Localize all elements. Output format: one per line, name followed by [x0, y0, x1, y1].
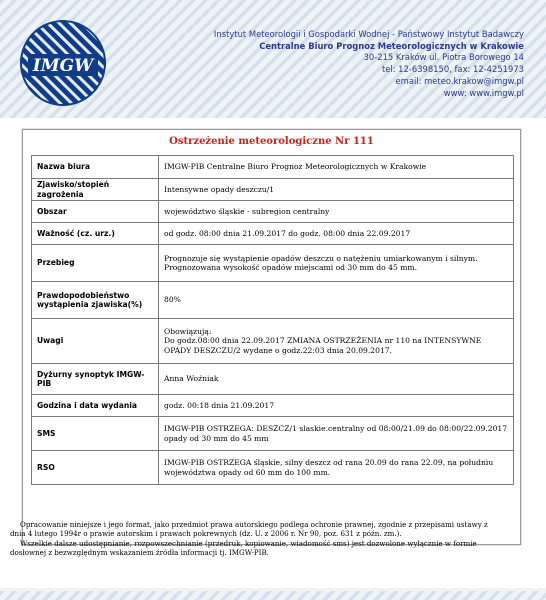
warning-document — [22, 129, 521, 545]
row-value: Prognozuje się wystąpienie opadów deszczu o natężeniu umiarkowanym i silnym. Prognozowana wysokość opadów miejscami od 30 mm do 45 mm. — [159, 245, 514, 282]
row-value: Obowiązują: Do godz.08:00 dnia 22.09.2017 ZMIANA OSTRZEŻENIA nr 110 na INTENSYWNE OPADY DESZCZU/2 wydane o godz.22:03 dnia 20.09.2017. — [159, 319, 514, 364]
address: 30-215 Kraków ul. Piotra Borowego 14 — [363, 52, 524, 63]
row-label: Obszar — [32, 201, 159, 223]
table-row — [32, 451, 514, 485]
table-row — [32, 245, 514, 282]
row-value: 80% — [159, 282, 514, 319]
row-label: Uwagi — [32, 319, 159, 364]
footnote-paragraph: Wszelkie dalsze udostępnianie, rozpowszechnianie (przedruk, kopiowanie, wiadomość sms) jest dozwolone wyłącznie w formie dosłownej z bezwzględnym wskazaniem źródła informacji tj. IMGW-PIB. — [10, 538, 477, 557]
contact-block — [214, 29, 524, 99]
table-row — [32, 395, 514, 417]
bottom-stripes — [0, 588, 546, 600]
row-value: IMGW-PIB OSTRZEGA śląskie, silny deszcz od rana 20.09 do rana 22.09, na południu województwa opady od 60 mm do 100 mm. — [159, 451, 514, 485]
table-row — [32, 319, 514, 364]
row-value: godz. 00:18 dnia 21.09.2017 — [159, 395, 514, 417]
row-value: IMGW-PIB OSTRZEGA: DESZCZ/1 slaskie.centralny od 08:00/21.09 do 08:00/22.09.2017 opady od 30 mm do 45 mm — [159, 417, 514, 451]
row-value: Anna Woźniak — [159, 364, 514, 395]
row-label: Dyżurny synoptyk IMGW-PIB — [32, 364, 159, 395]
institute-name: Instytut Meteorologii i Gospodarki Wodnej - Państwowy Instytut Badawczy — [213, 29, 524, 39]
copyright-footnote — [10, 520, 489, 557]
row-value: IMGW-PIB Centralne Biuro Prognoz Meteorologicznych w Krakowie — [159, 156, 514, 179]
imgw-logo — [20, 20, 106, 106]
table-row — [32, 223, 514, 245]
table-row — [32, 282, 514, 319]
logo-lettering: IMGW — [32, 56, 94, 76]
row-value: Intensywne opady deszczu/1 — [159, 179, 514, 201]
row-label: Zjawisko/stopień zagrożenia — [32, 179, 159, 201]
row-label: Prawdopodobieństwo wystąpienia zjawiska(%) — [32, 282, 159, 319]
phone-fax: tel: 12-6398150, fax: 12-4251973 — [381, 64, 524, 75]
letterhead — [0, 0, 546, 118]
table-row — [32, 417, 514, 451]
row-label: SMS — [32, 417, 159, 451]
warning-table — [31, 155, 514, 485]
row-label: Ważność (cz. urz.) — [32, 223, 159, 245]
table-row — [32, 201, 514, 223]
row-label: Przebieg — [32, 245, 159, 282]
row-value: województwo śląskie - subregion centralny — [159, 201, 514, 223]
footnote-paragraph: Opracowanie niniejsze i jego format, jako przedmiot prawa autorskiego podlega ochronie prawnej, zgodnie z przepisami ustawy z dnia 4 lutego 1994r o prawie autorskim i prawach pokrewnych (dz. U. z 2006 r. Nr 90, poz. 631 z późn. zm.). — [10, 520, 488, 539]
row-value: od godz. 08:00 dnia 21.09.2017 do godz. 08:00 dnia 22.09.2017 — [159, 223, 514, 245]
table-row — [32, 156, 514, 179]
row-label: Nazwa biura — [32, 156, 159, 179]
bureau-name: Centralne Biuro Prognoz Meteorologicznych w Krakowie — [259, 40, 524, 51]
table-row — [32, 179, 514, 201]
table-row — [32, 364, 514, 395]
warning-title: Ostrzeżenie meteorologiczne Nr 111 — [169, 136, 374, 147]
row-label: Godzina i data wydania — [32, 395, 159, 417]
website[interactable]: www: www.imgw.pl — [443, 87, 524, 98]
email[interactable]: email: meteo.krakow@imgw.pl — [395, 75, 524, 86]
row-label: RSO — [32, 451, 159, 485]
